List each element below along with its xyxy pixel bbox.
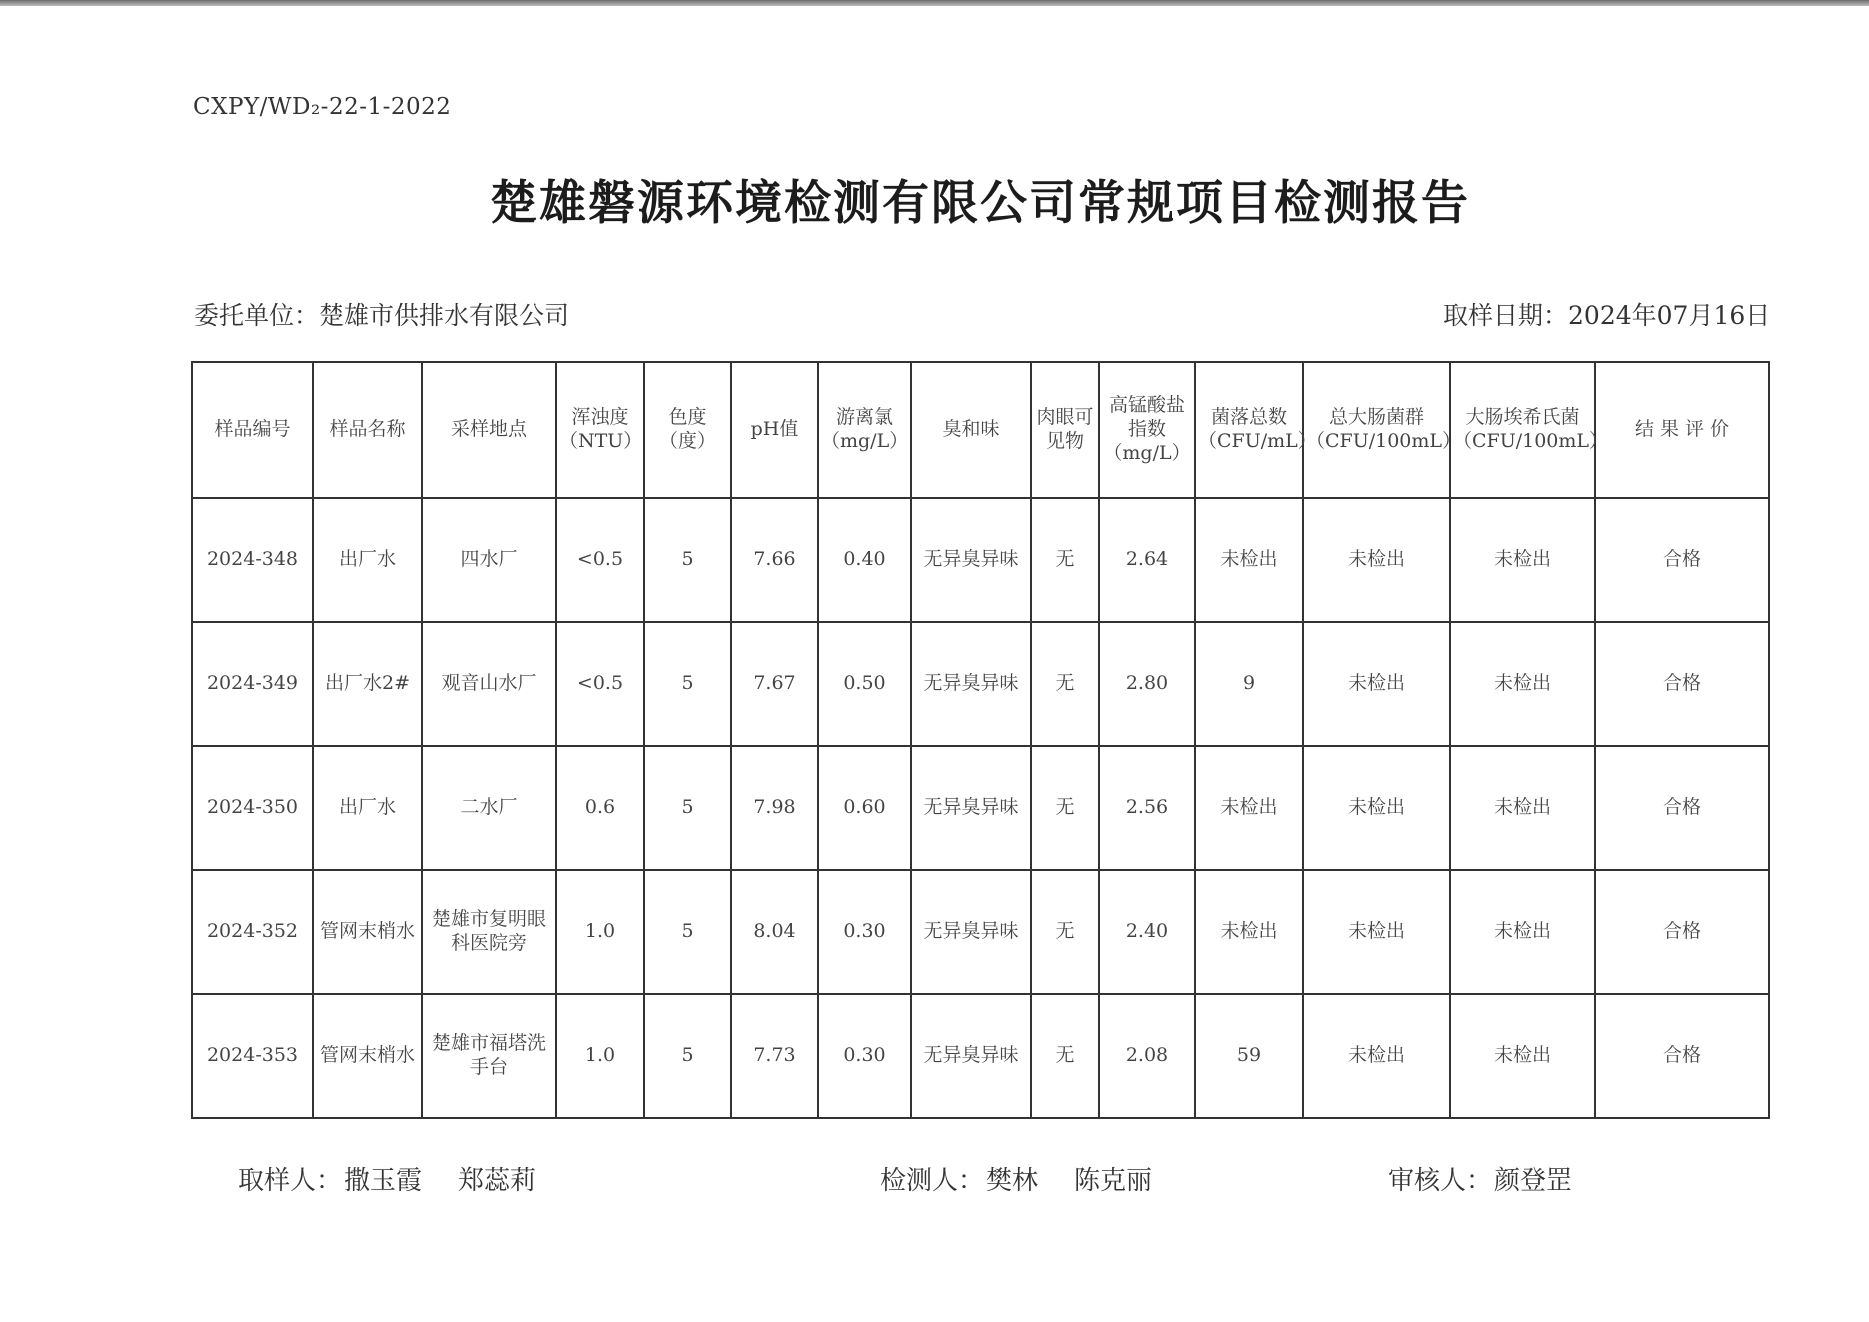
table-cell: 7.98: [731, 746, 818, 870]
table-cell: 0.60: [818, 746, 911, 870]
tester-name-2: 陈克丽: [1074, 1166, 1153, 1196]
table-cell: 未检出: [1303, 746, 1450, 870]
sampler-signature: [238, 1160, 536, 1197]
table-cell: 楚雄市福塔洗手台: [422, 994, 556, 1118]
table-cell: 5: [644, 746, 731, 870]
table-cell: 2024-348: [192, 498, 313, 622]
table-row: [192, 746, 1769, 870]
table-cell: 2.40: [1099, 870, 1195, 994]
table-cell: 无: [1031, 746, 1099, 870]
report-title: 楚雄磐源环境检测有限公司常规项目检测报告: [490, 176, 1470, 231]
table-cell: 未检出: [1195, 870, 1303, 994]
column-header: 样品编号: [192, 362, 313, 498]
table-cell: 无异臭异味: [911, 498, 1031, 622]
table-cell: 2024-352: [192, 870, 313, 994]
table-cell: 0.40: [818, 498, 911, 622]
table-cell: 未检出: [1195, 498, 1303, 622]
table-cell: 未检出: [1450, 870, 1595, 994]
table-cell: 无: [1031, 498, 1099, 622]
table-cell: 未检出: [1450, 622, 1595, 746]
sampling-date: [1443, 296, 1770, 332]
column-header: 样品名称: [313, 362, 422, 498]
table-cell: 未检出: [1303, 994, 1450, 1118]
table-cell: 合格: [1595, 622, 1769, 746]
column-header: pH值: [731, 362, 818, 498]
table-body: [192, 498, 1769, 1118]
sampler-label: 取样人：: [238, 1166, 343, 1196]
date-label: 取样日期：: [1443, 301, 1569, 330]
table-cell: 未检出: [1303, 622, 1450, 746]
table-cell: 出厂水: [313, 746, 422, 870]
table-row: [192, 870, 1769, 994]
table-cell: 未检出: [1450, 498, 1595, 622]
table-cell: 未检出: [1303, 498, 1450, 622]
table-row: [192, 994, 1769, 1118]
table-cell: 管网末梢水: [313, 994, 422, 1118]
table-cell: 无: [1031, 870, 1099, 994]
table-cell: 9: [1195, 622, 1303, 746]
table-cell: 5: [644, 498, 731, 622]
table-cell: 未检出: [1195, 746, 1303, 870]
table-cell: <0.5: [556, 622, 644, 746]
column-header: 结 果 评 价: [1595, 362, 1769, 498]
table-cell: 管网末梢水: [313, 870, 422, 994]
table-cell: 5: [644, 870, 731, 994]
column-header: 菌落总数（CFU/mL）: [1195, 362, 1303, 498]
scan-edge: [0, 0, 1869, 6]
table-cell: 合格: [1595, 994, 1769, 1118]
table-cell: 1.0: [556, 870, 644, 994]
table-cell: 2024-353: [192, 994, 313, 1118]
table-cell: 无: [1031, 994, 1099, 1118]
table-cell: 7.73: [731, 994, 818, 1118]
reviewer-signature: [1388, 1160, 1572, 1197]
table-cell: 2.80: [1099, 622, 1195, 746]
table-cell: 0.50: [818, 622, 911, 746]
table-cell: 2.64: [1099, 498, 1195, 622]
table-row: [192, 622, 1769, 746]
table-cell: 无异臭异味: [911, 622, 1031, 746]
table-cell: 合格: [1595, 870, 1769, 994]
client-value: 楚雄市供排水有限公司: [319, 301, 570, 330]
column-header: 色度（度）: [644, 362, 731, 498]
table-cell: 2024-349: [192, 622, 313, 746]
table-cell: 合格: [1595, 746, 1769, 870]
tester-signature: [880, 1160, 1152, 1197]
table-cell: 无: [1031, 622, 1099, 746]
table-cell: 2.56: [1099, 746, 1195, 870]
table-cell: 二水厂: [422, 746, 556, 870]
column-header: 浑浊度（NTU）: [556, 362, 644, 498]
table-header: [192, 362, 1769, 498]
tester-label: 检测人：: [880, 1166, 985, 1196]
table-cell: 楚雄市复明眼科医院旁: [422, 870, 556, 994]
sampler-name-2: 郑蕊莉: [458, 1166, 537, 1196]
table-cell: 未检出: [1450, 746, 1595, 870]
table-cell: 8.04: [731, 870, 818, 994]
client-label: 委托单位：: [194, 301, 320, 330]
results-table: [191, 361, 1770, 1119]
table-cell: 无异臭异味: [911, 870, 1031, 994]
reviewer-label: 审核人：: [1388, 1166, 1493, 1196]
table-cell: 0.6: [556, 746, 644, 870]
table-cell: 出厂水2#: [313, 622, 422, 746]
table-cell: 7.67: [731, 622, 818, 746]
column-header: 大肠埃希氏菌（CFU/100mL）: [1450, 362, 1595, 498]
column-header: 高锰酸盐指数（mg/L）: [1099, 362, 1195, 498]
table-cell: 5: [644, 622, 731, 746]
table-cell: 0.30: [818, 994, 911, 1118]
table-cell: 出厂水: [313, 498, 422, 622]
reviewer-name: 颜登罡: [1494, 1166, 1573, 1196]
sampler-name-1: 撒玉霞: [344, 1166, 423, 1196]
table-cell: 0.30: [818, 870, 911, 994]
table-cell: 四水厂: [422, 498, 556, 622]
table-cell: 观音山水厂: [422, 622, 556, 746]
table-cell: 7.66: [731, 498, 818, 622]
table-cell: <0.5: [556, 498, 644, 622]
table-cell: 无异臭异味: [911, 746, 1031, 870]
table-cell: 未检出: [1303, 870, 1450, 994]
table-cell: 未检出: [1450, 994, 1595, 1118]
document-code: CXPY/WD₂-22-1-2022: [193, 94, 452, 120]
table-cell: 2024-350: [192, 746, 313, 870]
date-value: 2024年07月16日: [1568, 301, 1771, 330]
table-cell: 1.0: [556, 994, 644, 1118]
client-info: [194, 296, 569, 332]
column-header: 采样地点: [422, 362, 556, 498]
table-row: [192, 498, 1769, 622]
tester-name-1: 樊林: [986, 1166, 1039, 1196]
column-header: 总大肠菌群（CFU/100mL）: [1303, 362, 1450, 498]
table-cell: 无异臭异味: [911, 994, 1031, 1118]
header-row: [192, 362, 1769, 498]
table-cell: 合格: [1595, 498, 1769, 622]
column-header: 臭和味: [911, 362, 1031, 498]
table-cell: 2.08: [1099, 994, 1195, 1118]
column-header: 肉眼可见物: [1031, 362, 1099, 498]
table-cell: 5: [644, 994, 731, 1118]
table-cell: 59: [1195, 994, 1303, 1118]
column-header: 游离氯（mg/L）: [818, 362, 911, 498]
